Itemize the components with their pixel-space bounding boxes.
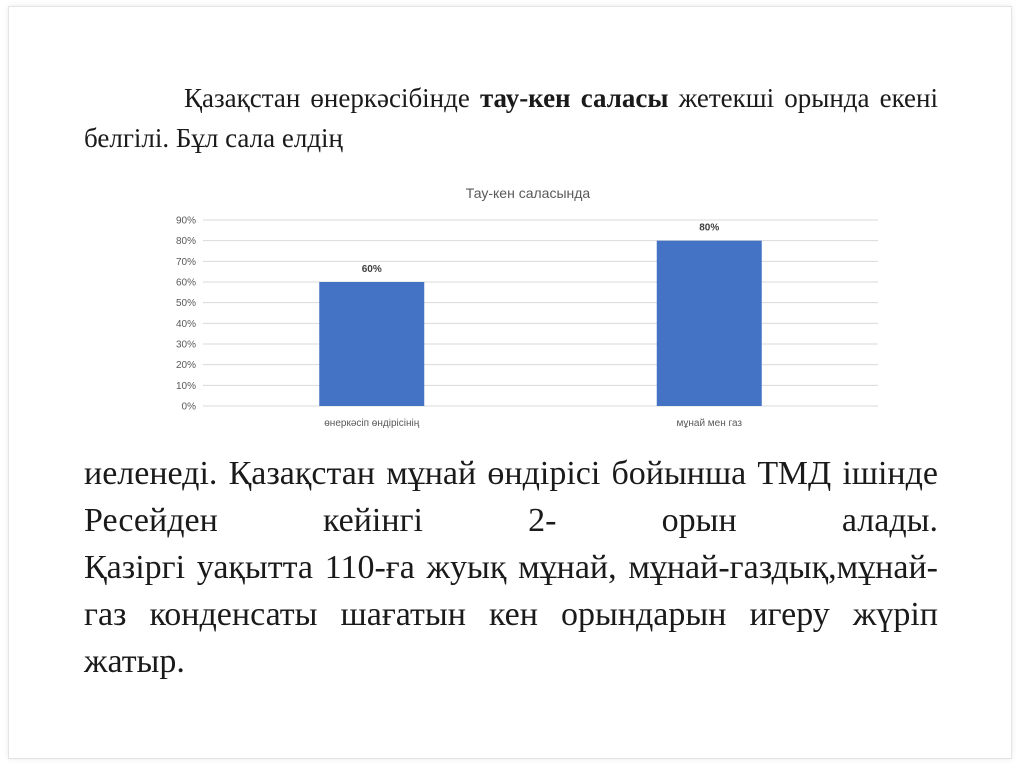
y-tick-label: 30% bbox=[175, 339, 196, 351]
intro-bold: тау-кен саласы bbox=[479, 83, 669, 113]
bar bbox=[319, 282, 424, 406]
y-tick-label: 90% bbox=[175, 215, 196, 227]
intro-prefix: Қазақстан өнеркәсібінде bbox=[184, 83, 480, 113]
y-tick-label: 60% bbox=[175, 277, 196, 289]
chart-svg bbox=[138, 175, 890, 435]
body-paragraph-2: Қазіргі уақытта 110-ға жуық мұнай, мұнай-газдық,мұнай-газ конденсаты шағатын кен орындарын игеру жүріп жатыр. bbox=[84, 549, 938, 680]
y-tick-label: 10% bbox=[175, 380, 196, 392]
y-tick-label: 20% bbox=[175, 360, 196, 372]
body-paragraph-1: иеленеді. Қазақстан мұнай өндірісі бойынша ТМД ішінде Ресейден кейінгі 2- орын алады. bbox=[84, 455, 938, 539]
category-label: өнеркәсіп өндірісінің bbox=[324, 418, 420, 429]
intro-paragraph bbox=[84, 78, 938, 158]
category-label: мұнай мен газ bbox=[676, 418, 743, 429]
data-label: 80% bbox=[699, 222, 720, 234]
chart-grid bbox=[203, 220, 878, 406]
data-label: 60% bbox=[361, 264, 382, 275]
y-tick-label: 80% bbox=[175, 236, 196, 248]
y-tick-label: 0% bbox=[181, 401, 196, 413]
y-tick-label: 40% bbox=[175, 318, 196, 330]
y-tick-label: 50% bbox=[175, 298, 196, 310]
body-text bbox=[84, 450, 938, 685]
intro-suffix: жетекші орында екені белгілі. Бұл сала елдің bbox=[84, 83, 938, 153]
bar bbox=[657, 241, 762, 406]
bar-chart bbox=[138, 175, 890, 435]
chart-title: Тау-кен саласында bbox=[465, 185, 591, 201]
y-tick-label: 70% bbox=[175, 256, 196, 268]
